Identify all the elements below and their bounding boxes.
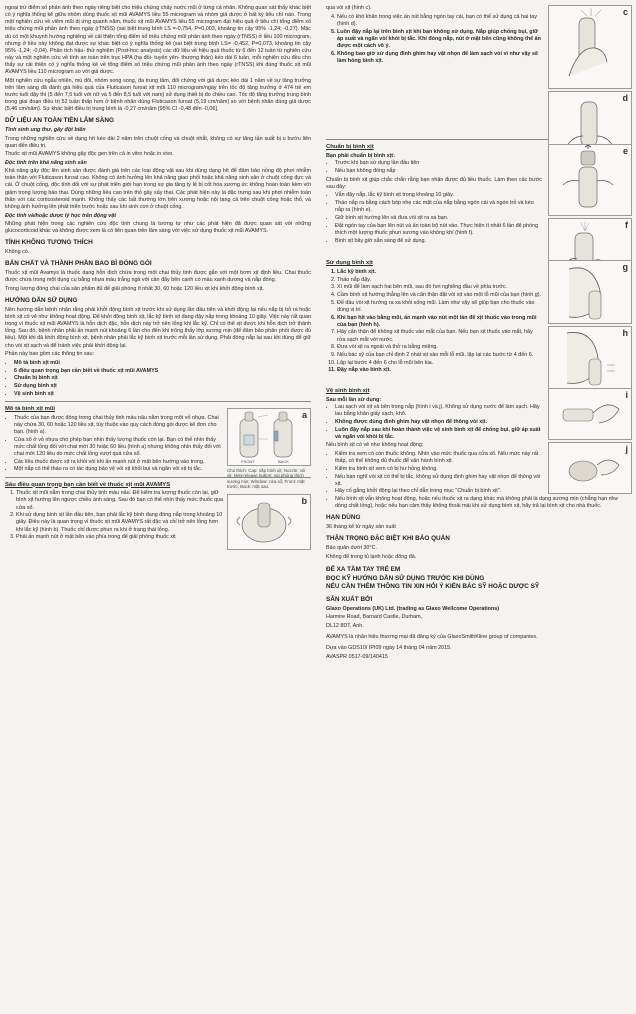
usage-contents-list: [5, 360, 311, 398]
spray-inhale-icon: [549, 327, 631, 389]
figure-a-caption: Chú thích: Cap: nắp bình xịt; Nozzle: vòi xịt; Mist-release button: nút phóng thích sương mịn; Window: cửa sổ; Front: mặt trước; Back: mặt sau.: [227, 467, 306, 490]
warning-read: ĐỌC KỸ HƯỚNG DẪN SỬ DỤNG TRƯỚC KHI DÙNG: [326, 574, 485, 582]
figure-c: [548, 5, 632, 89]
list-item: 3. Xì mũi để làm sạch hai bên mũi, sau đó hơi nghiêng đầu về phía trước.: [337, 284, 542, 291]
subheading-animal-toxicology: Độc tính và/hoặc dược lý học trên động vật: [5, 212, 117, 219]
list-item: • Thuốc của bạn được đóng trong chai thủy tinh màu nâu nằm trong một vỏ nhựa. Chai này chứa 30, 60 hoặc 120 liều xịt, tùy thuộc vào quy cách đóng gói được kê đơn cho bạn. (hình a).: [14, 415, 223, 436]
insert-nozzle-icon: [549, 261, 631, 323]
figure-label: e: [622, 146, 628, 157]
figure-g: [548, 260, 632, 324]
list-item: 3. Phải ấn mạnh nút ở mặt bên vào phía trong để giải phóng thuốc xịt: [16, 534, 223, 541]
list-item: • Tháo nắp ra bằng cách bóp nhẹ các mặt của nắp bằng ngón cái và ngón trỏ và kéo nắp ra (hình e).: [335, 200, 542, 214]
list-item: • Sử dụng bình xịt: [14, 383, 311, 390]
list-item: • Lau sạch vòi xịt và bên trong nắp (hình i và j). Không sử dụng nước để làm sạch. Hãy lau bằng khăn giấy sạch, khô.: [335, 404, 542, 418]
warning-ask: NẾU CẦN THÊM THÔNG TIN XIN HỎI Ý KIẾN BÁC SỸ HOẶC DƯỢC SỸ: [326, 583, 540, 591]
efficacy-paragraph-1: ngoại trừ điểm số phản ánh theo ngày riêng biệt cho triệu chứng chảy nước mũi ở từng cá nhân. Không quan sát thấy khác biệt có ý nghĩa thống kê giữa nhóm dùng thuốc xịt mũi AVAMYS liều 55 microgram và nhóm giả dược ở bất kỳ tiêu chí nào. Trong một nghiên cứu về viêm mũi dị ứng quanh năm, thuốc xịt mũi AVAMYS liều 55 microgram đạt hiệu quả ở tiêu chí tổng điểm số triệu chứng mũi phản ánh theo ngày (rTNSS) (sai biệt trung bình LS =-0,754, P=0,003, khoảng tin cậy 95% -1,24; -0,27). Mặc dù có một khuynh hướng nghiêng về cải thiện tổng điểm số triệu chứng mũi phản ánh theo ngày (rTNSS) ở liều 100 microgram, nhưng ở liều này không đạt được sự khác biệt có ý nghĩa thống kê (sai biệt trung bình LS= -0,452, P=0,073, khoảng tin cậy 95% -1,24; -0,04). Phân tích hậu- thử nghiệm (Post-hoc analysis) các dữ liệu về hiệu quả thuốc từ 6 đến 12 tuần từ nghiên cứu này và một nghiên cứu về tính an toàn trên trục HPA (hạ đồi- tuyến yên- thượng thận) kéo dài 6 tuần, mỗi nghiên cứu đều cho thấy sự cải thiện có ý nghĩa thống kê về tổng điểm số triệu chứng mũi phản ánh theo ngày (rTNSS) khi dùng thuốc xịt mũi AVAMYS liều 110 microgram so với giả dược.: [5, 5, 311, 76]
reproductive-paragraph: Khả năng gây độc lên sinh sản được đánh giá trên các loại động vật sau khi dùng dạng hít để đảm bảo nồng độ phơi nhiễm toàn thân với Fluticason furoat cao. Không có ảnh hưởng lên khả năng giao phối hoặc khả năng sinh sản ở chuột cống đực và cái. Ở chuột cống, độc tính đối với sự phát triển giới hạn trong sự gia tăng tỷ lệ bị cốt hóa xương ức không hoàn toàn kèm với giảm trọng lượng bào thai. Dùng những liều cao trên thỏ gây sẩy thai. Các phát hiện này là đặc trưng sau khi phơi nhiễm toàn thân với các corticosteroid mạnh. Không thấy các bất thường lớn trên xương hoặc nội tạng cả trên chuột cống hoặc thỏ, và không ảnh hưởng lên phát triển trước hoặc sau khi sinh con ở chuột cống.: [5, 168, 311, 210]
prepare-subheading: Bạn phải chuẩn bị bình xịt:: [326, 153, 395, 160]
hand-shaking-device-icon: [228, 495, 310, 549]
list-item: • Hãy cố gắng khởi động lại theo chỉ dẫn trong mục "Chuẩn bị bình xịt".: [335, 488, 630, 495]
list-item: 5. Luôn đậy nắp lại trên bình xịt khi bạn không sử dụng. Nắp giúp chống bụi, giữ áp suất và ngăn vòi khỏi bị tắc. Khi đóng nắp, nút ở mặt bên cũng không thể ấn được một cách vô ý.: [337, 29, 542, 50]
list-item: 7. Hãy cẩn thận để không xịt thuốc vào mắt của bạn. Nếu bạn xịt thuốc vào mắt, hãy rửa sạch mắt với nước.: [337, 329, 542, 343]
heading-device-description: Mô tả bình xịt mũi: [5, 405, 56, 412]
wipe-cap-icon: [549, 443, 631, 493]
list-item: • Kiểm tra xem có còn thuốc không. Nhìn vào mức thuốc qua cửa sổ. Nếu mức này rất thấp, có thể không đủ thuốc để vận hành bình xịt.: [335, 451, 542, 465]
list-item: 6. Khi bạn hít vào bằng mũi, ấn mạnh vào nút một lần để xịt thuốc vào trong mũi của bạn (hình h).: [337, 315, 542, 329]
list-item: 2. Tháo nắp đậy.: [337, 277, 542, 284]
heading-six-things: Sáu điều quan trọng bạn cần biết về thuốc xịt mũi AVAMYS: [5, 481, 171, 488]
list-item: • Chuẩn bị bình xịt: [14, 375, 311, 382]
list-item: • Vệ sinh bình xịt: [14, 391, 311, 398]
figure-label: f: [625, 220, 628, 231]
heading-preclinical: DỮ LIỆU AN TOÀN TIỀN LÂM SÀNG: [5, 117, 114, 125]
heading-usage: HƯỚNG DẪN SỬ DỤNG: [5, 296, 78, 304]
list-item: • Không được dùng đinh ghim hay vật nhọn để thông vòi xịt.: [335, 419, 542, 426]
list-item: 1. Lắc kỹ bình xịt.: [337, 269, 542, 276]
device-description-list: [5, 415, 223, 474]
storage-text-1: Bảo quản dưới 30°C.: [326, 545, 377, 552]
list-item: 1. Thuốc xịt mũi nằm trong chai thủy tinh màu nâu. Để kiểm tra lượng thuốc còn lại, giữ bình xịt hướng lên ngược chiều ánh sáng. Sau đó bạn có thể nhìn thấy mức thuốc qua cửa sổ.: [16, 490, 223, 511]
figure-label: i: [625, 390, 628, 401]
list-item: 10. Lặp lại bước 4 đến 6 cho lỗ mũi bên kia.: [337, 360, 542, 367]
figure-label: a: [301, 409, 307, 420]
list-item: • Đặt ngón tay của bạn lên nút và ấn toàn bộ nút vào. Thực hiện ít nhất 6 lần để phóng thích một lượng thuốc phun sương vào không khí (hình f).: [335, 223, 542, 237]
document-code: AVASPR 0517-09/140415: [326, 654, 388, 660]
animal-toxicology-paragraph: Những phát hiện trong các nghiên cứu độc tính chung là tương tự như các phát hiện đã được quan sát với những glucocorticoid khác và không được xem là có liên quan trên lâm sàng với việc sử dụng thuốc xịt mũi AVAMYS.: [5, 220, 311, 234]
back-label: BACK: [278, 458, 289, 464]
warning-children: ĐỂ XA TẦM TAY TRẺ EM: [326, 566, 401, 574]
list-item: • Giữ bình xịt hướng lên và đưa vòi xịt ra xa bạn.: [335, 215, 542, 222]
list-item: • Luôn đậy nắp sau khi hoàn thành việc vệ sinh bình xịt để chống bụi, giữ áp suất và ngăn vòi khỏi bị tắc.: [335, 427, 542, 441]
heading-storage: THẬN TRỌNG ĐẶC BIỆT KHI BẢO QUẢN: [326, 535, 450, 543]
list-item: 9. Nếu bác sỹ của bạn chỉ định 2 nhát xịt vào mỗi lỗ mũi, lặp lại các bước từ 4 đến 6.: [337, 352, 542, 359]
six-things-continued: qua vòi xịt (hình c).: [326, 5, 372, 11]
usage-paragraph: Nên hướng dẫn bệnh nhân rằng phải khởi động bình xịt trước khi sử dụng lần đầu tiên và khởi động lại nếu nắp bị bỏ ra hoặc bình xịt có vẻ như không hoạt động. Để khởi động bình xịt, lắc kỹ bình xịt đang đậy nắp trong khoảng 10 giây. Việc này rất quan trọng vì thuốc xịt mũi AVAMYS là hỗn dịch đặc, hỗn dịch này trở nên lỏng khi lắc kỹ. Chỉ có thể xịt được khi hỗn dịch trở thành lỏng. Sau đó, bệnh nhân phải ấn mạnh nút khoảng 6 lần cho đến khi trông thấy lớp sương mịn (để đảm bảo phân phối được đủ liều). Một khi đã khởi động bình xịt, bệnh nhân phải lắc kỹ bình xịt trước mỗi lần sử dụng. Phải đóng nắp lại sau khi dùng để giữ cho vòi xịt sạch và để tránh việc phải khởi động lại.: [5, 306, 311, 349]
wipe-nozzle-icon: [549, 389, 631, 439]
usage-contents-intro: Phần này bao gồm các thông tin sau:: [5, 351, 95, 358]
list-item: 4. Cầm bình xịt hướng thẳng lên và cẩn thận đặt vòi xịt vào một lỗ mũi của bạn (hình g).: [337, 292, 542, 299]
incompatibility-paragraph: Không có.: [5, 248, 30, 255]
figure-label: j: [625, 444, 628, 455]
left-column: [5, 5, 311, 543]
list-item: • Nếu bạn nghĩ vòi xịt có thể bị tắc, không sử dụng đinh ghim hay vật nhọn để thông vòi xịt.: [335, 474, 542, 488]
list-item: • Cửa sổ ở vỏ nhựa cho phép bạn nhìn thấy lượng thuốc còn lại. Bạn có thể nhìn thấy mức chất lỏng đối với chai mới 30 hoặc 60 liều (hình a) nhưng không nhìn thấy đối với chai mới 120 liều do mức chất lỏng vượt quá cửa sổ.: [14, 437, 223, 458]
clean-list: [326, 404, 542, 441]
heading-manufacturer: SẢN XUẤT BỞI: [326, 595, 373, 603]
figure-j: [548, 442, 632, 494]
six-things-list: [5, 490, 223, 541]
list-item: • Mô tả bình xịt mũi: [14, 360, 311, 367]
figure-a: [227, 408, 311, 466]
manufacturer-address-1: Harmire Road, Barnard Castle, Durham,: [326, 614, 423, 621]
spray-device-diagram-icon: [228, 409, 310, 465]
list-item: • Một nắp có thể tháo ra có tác dụng bảo vệ vòi xịt khỏi bụi và ngăn vòi xịt bị tắc.: [14, 466, 223, 473]
heading-clean: Vệ sinh bình xịt: [326, 388, 370, 395]
not-working-heading: Nếu bình xịt có vẻ như không hoạt động:: [326, 442, 424, 449]
expiry-text: 36 tháng kể từ ngày sản xuất: [326, 524, 396, 531]
divider: [5, 401, 311, 402]
figure-label: c: [622, 7, 628, 17]
figure-i: [548, 388, 632, 440]
list-item: • Các liều thuốc được xịt ra khỏi vòi khi ấn mạnh nút ở mặt bên hướng vào trong.: [14, 459, 223, 466]
figure-label: g: [622, 262, 628, 273]
manufacturer-address-2: DL12 8DT, Anh.: [326, 623, 364, 630]
list-item: 8. Đưa vòi xịt ra ngoài và thở ra bằng miệng.: [337, 344, 542, 351]
figure-label: d: [622, 93, 628, 103]
heading-use: Sử dụng bình xịt: [326, 260, 373, 267]
trademark-note: AVAMYS là nhãn hiệu thương mại đã đăng ký của GlaxoSmithKline group of companies.: [326, 634, 538, 641]
heading-expiry: HẠN DÙNG: [326, 514, 361, 522]
list-item: • Vẫn đậy nắp, lắc kỹ bình xịt trong khoảng 10 giây.: [335, 192, 542, 199]
heading-incompatibility: TÍNH KHÔNG TƯƠNG THÍCH: [5, 238, 93, 246]
list-item: • 6 điều quan trọng bạn cần biết về thuốc xịt mũi AVAMYS: [14, 368, 311, 375]
thumb-press-icon: [549, 6, 631, 88]
list-item: 11. Đậy nắp vào bình xịt.: [337, 367, 542, 374]
subheading-reproductive: Độc tính trên khả năng sinh sản: [5, 160, 87, 167]
prepare-when-list: [326, 160, 542, 175]
heading-prepare: Chuẩn bị bình xịt: [326, 144, 374, 151]
carcinogenicity-paragraph: Trong những nghiên cứu về dạng hít kéo dài 2 năm trên chuột cống và chuột nhắt, không có sự tăng tần suất bị u bướu liên quan đến điều trị.: [5, 135, 311, 149]
right-column: [326, 5, 630, 663]
list-item: • Trước khi bạn sử dụng lần đầu tiên: [335, 160, 542, 167]
heading-container: BẢN CHẤT VÀ THÀNH PHẦN BAO BÌ ĐÓNG GÓI: [5, 260, 152, 268]
list-item: 4. Nếu có khó khăn trong việc ấn nút bằng ngón tay cái, bạn có thể sử dụng cả hai tay (hình d).: [337, 14, 542, 28]
list-item: • Kiểm tra bình xịt xem có bị hư hỏng không.: [335, 466, 542, 473]
six-things-list-continued: [326, 14, 542, 65]
remove-cap-icon: [549, 145, 631, 215]
list-item: 5. Để đầu vòi xịt hướng ra xa khỏi sống mũi. Làm như vậy sẽ giúp bạn cho thuốc vào đúng vị trí.: [337, 300, 542, 314]
figure-label: b: [301, 495, 307, 506]
figure-label: h: [622, 328, 628, 339]
figure-b: [227, 494, 311, 550]
figure-e: [548, 144, 632, 216]
list-item: 2. Khi sử dụng bình xịt lần đầu tiên, bạn phải lắc kỹ bình đang đóng nắp trong khoảng 10 giây. Điều này là quan trọng vì thuốc xịt mũi AVAMYS rất đặc và chỉ trở nên lỏng hơn khi lắc kỹ (hình b). Thuốc chỉ được phun ra khi ở trạng thái lỏng.: [16, 512, 223, 533]
list-item: • Bình xịt bây giờ sẵn sàng để sử dụng.: [335, 238, 542, 245]
container-paragraph-2: Trong lượng đóng chai của sản phẩm đủ để giải phóng ít nhất 30, 60 hoặc 120 liều xịt khi khởi động bình xịt.: [5, 285, 264, 292]
list-item: 6. Không bao giờ sử dụng đinh ghim hay vật nhọn để làm sạch vòi vì như vậy sẽ làm hỏng bình xịt.: [337, 51, 542, 65]
storage-text-2: Không để trong tủ lạnh hoặc đông đá.: [326, 554, 417, 561]
prepare-steps-list: [326, 192, 542, 244]
genotoxicity-paragraph: Thuốc xịt mũi AVAMYS không gây độc gen trên cả in vitro hoặc in vivo.: [5, 151, 174, 158]
container-paragraph-1: Thuốc xịt mũi Avamys là thuốc dạng hỗn dịch chứa trong một chai thủy tinh được gắn với một bơm xịt định liều. Chai thuốc được chứa trong một dụng cụ bằng nhựa màu trắng ngà với cần đẩy bên cạnh có màu xanh dương và nắp đóng.: [5, 269, 311, 284]
subheading-carcinogenicity: Tính sinh ung thư, gây đột biến: [5, 127, 86, 134]
front-label: FRONT: [241, 458, 255, 464]
list-item: • Nếu bạn không đóng nắp: [335, 168, 542, 175]
manufacturer-name: Glaxo Operations (UK) Ltd. (trading as Glaxo Wellcome Operations): [326, 605, 500, 612]
approval-note: Dựa vào GDS10/ IPI09 ngày 14 tháng 04 năm 2015.: [326, 645, 452, 652]
list-item: • Nếu bình xịt vẫn không hoạt động, hoặc nếu thuốc xịt ra dạng khác mà không phải là dạng sương mịn (chẳng hạn như dòng chất lỏng), hoặc nếu bạn cảm thấy không thoải mái khi sử dụng bình xịt, hãy trả lại bình xịt cho nhà thuốc.: [335, 496, 630, 510]
prepare-intro: Chuẩn bị bình xịt giúp chắc chắn rằng bạn nhận được đủ liều thuốc. Làm theo các bước sau đây:: [326, 176, 542, 190]
use-steps-list: [326, 269, 542, 375]
figure-h: [548, 326, 632, 390]
efficacy-paragraph-2: Một nghiên cứu ngẫu nhiên, mù đôi, nhóm song song, đa trung tâm, đối chứng với giả dược kéo dài 1 năm về sự tăng trưởng trên lâm sàng đã đánh giá hiệu quả của Fluticason furoat xịt mũi 110 microgram/ngày trên tốc độ tăng trưởng ở 474 trẻ em trước tuổi dậy thì (5 đến 7,5 tuổi với nữ và 5 đến 8,5 tuổi với nam) sử dụng thiết bị đo chiều cao. Tốc độ tăng trưởng trung bình trong giai đoạn điều trị 52 tuần thấp hơn ở bệnh nhân dùng Fluticason furoat (5,19 cm/năm) so với bệnh nhân dùng giả dược (5,46 cm/năm). Sự khác biệt điều trị trung bình là -0,27 cm/năm [95% CI -0,48 đến -0,06].: [5, 77, 311, 113]
clean-subheading: Sau mỗi lần sử dụng:: [326, 396, 382, 403]
